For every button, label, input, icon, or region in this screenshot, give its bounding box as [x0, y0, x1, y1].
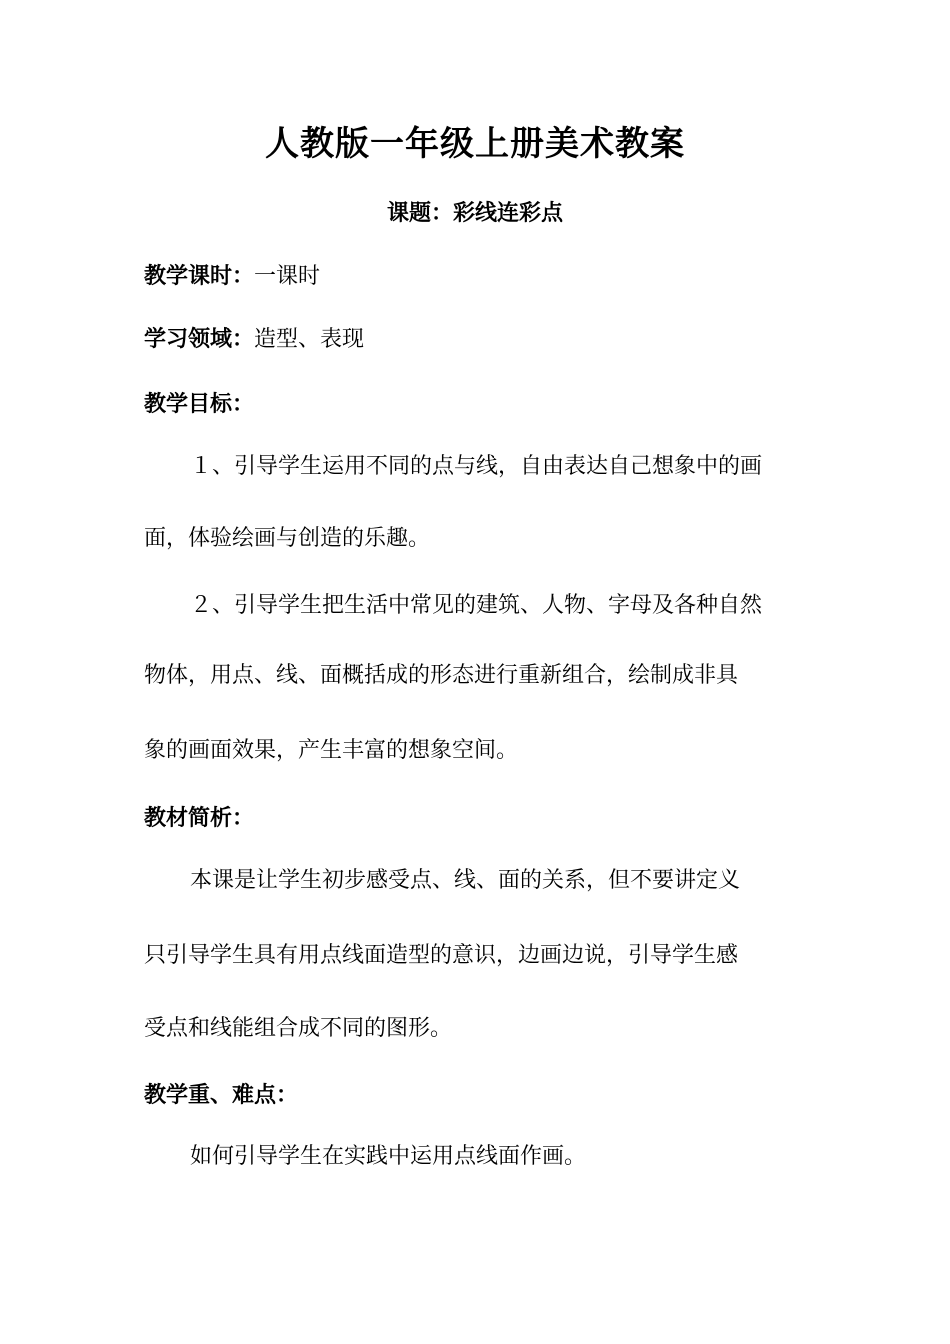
analysis-line-1: 本课是让学生初步感受点、线、面的关系，但不要讲定义: [190, 868, 741, 893]
analysis-line-2: 只引导学生具有用点线面造型的意识，边画边说，引导学生感: [144, 943, 739, 968]
objective-2-line-2: 物体，用点、线、面概括成的形态进行重新组合，绘制成非具: [144, 663, 739, 688]
key-points-heading: 教学重、难点：: [144, 1082, 299, 1108]
field-class-hours: [144, 259, 814, 294]
key-points-line-1: 如何引导学生在实践中运用点线面作画。: [190, 1144, 587, 1169]
field-value: 一课时: [254, 264, 321, 289]
document-title: 人教版一年级上册美术教案: [265, 124, 685, 164]
objectives-heading: 教学目标：: [144, 391, 255, 417]
objective-2-line-1: ２、引导学生把生活中常见的建筑、人物、字母及各种自然: [190, 593, 763, 618]
objective-1-line-1: １、引导学生运用不同的点与线，自由表达自己想象中的画: [190, 454, 763, 479]
analysis-line-3: 受点和线能组合成不同的图形。: [144, 1016, 453, 1041]
lesson-subtitle: 课题：彩线连彩点: [386, 200, 563, 226]
field-label: 教学课时：: [144, 263, 255, 289]
field-learning-domain: [144, 322, 814, 357]
objective-2-line-3: 象的画面效果，产生丰富的想象空间。: [144, 738, 519, 763]
field-label: 学习领域：: [144, 326, 255, 352]
field-value: 造型、表现: [254, 327, 365, 352]
objective-1-line-2: 面，体验绘画与创造的乐趣。: [144, 526, 431, 551]
analysis-heading: 教材简析：: [144, 805, 255, 831]
